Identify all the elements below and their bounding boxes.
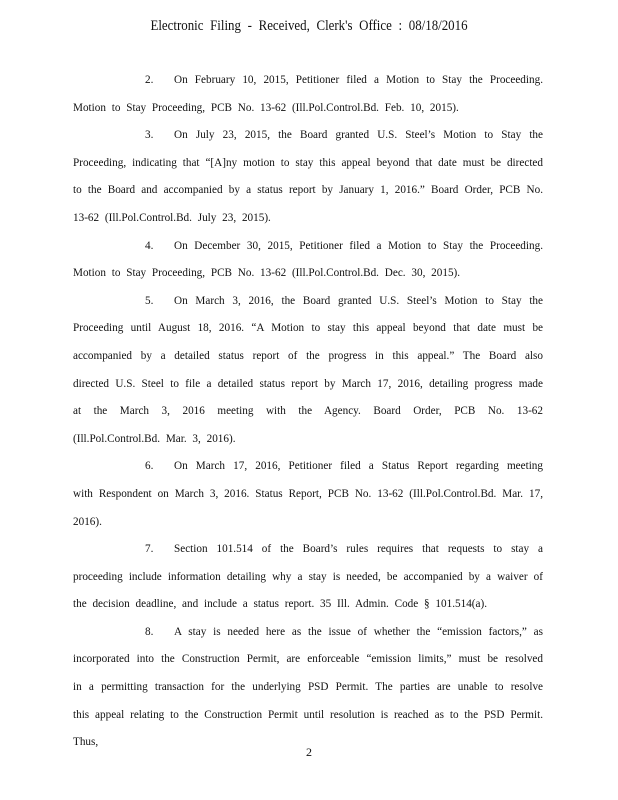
paragraph-number: 5.	[145, 294, 154, 307]
paragraph-text: Section 101.514 of the Board’s rules requires that requests to stay a proceeding include information detailing why a stay is needed, be accompanied by a waiver of the decision deadline, and include a status report. 35 Ill. Admin. Code § 101.514(a).	[73, 543, 543, 611]
paragraph-number: 2.	[145, 74, 154, 86]
paragraph-4	[73, 233, 543, 288]
paragraph-text: On December 30, 2015, Petitioner filed a Motion to Stay the Proceeding. Motion to Stay Proceeding, PCB No. 13-62 (Ill.Pol.Control.Bd. Dec. 30, 2015).	[73, 239, 543, 280]
filing-stamp-header: Electronic Filing - Received, Clerk's Office : 08/18/2016	[150, 18, 468, 34]
paragraph-text: On March 3, 2016, the Board granted U.S. Steel’s Motion to Stay the Proceeding until August 18, 2016. “A Motion to stay this appeal beyond that date must be accompanied by a detailed status report of the progress in this appeal.” The Board also directed U.S. Steel to file a detailed status report by March 17, 2016, detailing progress made at the March 3, 2016 meeting with the Agency. Board Order, PCB No. 13-62 (Ill.Pol.Control.Bd. Mar. 3, 2016).	[73, 294, 543, 445]
paragraph-text: On July 23, 2015, the Board granted U.S. Steel’s Motion to Stay the Proceeding, indicating that “[A]ny motion to stay this appeal beyond that date must be directed to the Board and accompanied by a status report by January 1, 2016.” Board Order, PCB No. 13-62 (Ill.Pol.Control.Bd. July 23, 2015).	[73, 129, 543, 224]
paragraph-5	[73, 288, 543, 454]
paragraph-text: On February 10, 2015, Petitioner filed a Motion to Stay the Proceeding. Motion to Stay Proceeding, PCB No. 13-62 (Ill.Pol.Control.Bd. Feb. 10, 2015).	[73, 74, 543, 114]
paragraph-7	[73, 536, 543, 619]
paragraph-number: 8.	[145, 625, 154, 638]
paragraph-number: 6.	[145, 460, 154, 473]
paragraph-2	[73, 67, 543, 122]
paragraph-text: A stay is needed here as the issue of whether the “emission factors,” as incorporated into the Construction Permit, are enforceable “emission limits,” must be resolved in a permitting transaction for the underlying PSD Permit. The parties are unable to resolve this appeal relating to the Construction Permit until resolution is reached as to the PSD Permit. Thus,	[73, 625, 543, 749]
paragraph-6	[73, 453, 543, 536]
paragraph-number: 7.	[145, 543, 154, 556]
page-number: 2	[306, 745, 312, 759]
document-body	[73, 67, 543, 757]
paragraph-text: On March 17, 2016, Petitioner filed a Status Report regarding meeting with Respondent on March 3, 2016. Status Report, PCB No. 13-62 (Ill.Pol.Control.Bd. Mar. 17, 2016).	[73, 460, 543, 528]
paragraph-number: 3.	[145, 129, 154, 142]
paragraph-number: 4.	[145, 239, 154, 252]
paragraph-8	[73, 619, 543, 757]
paragraph-3	[73, 122, 543, 232]
